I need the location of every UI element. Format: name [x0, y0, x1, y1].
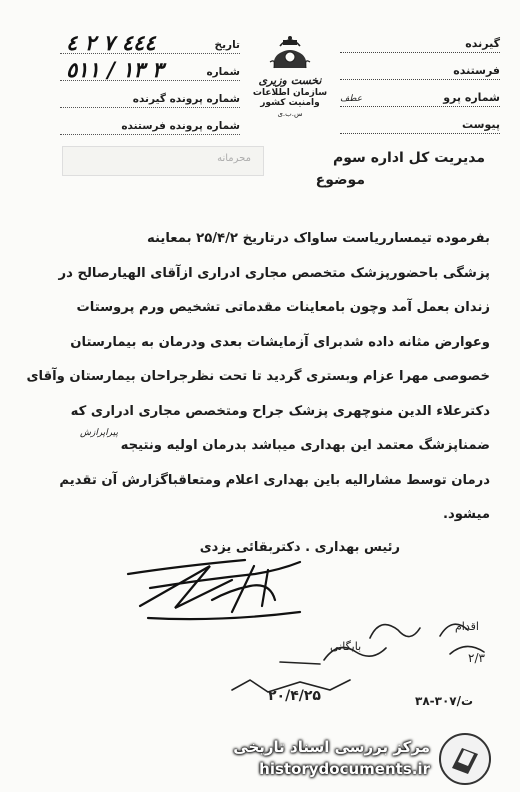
body-line: بفرموده تیمسارریاست ساواک درتاریخ ۲۵/۴/۲ بمعاینه [147, 231, 490, 246]
recipient-file-label: شماره پرونده گیرنده [132, 93, 240, 105]
emblem-ministry: نخست وزیری [258, 74, 322, 87]
date-label: تاریخ [214, 39, 240, 51]
body-line: خصوصی مهرا عزام وبستری گردید تا تحت نظرجراحان بیمارستان وآقای [26, 369, 490, 384]
archive-watermark [230, 730, 510, 786]
body-line: میشود. [442, 507, 490, 522]
number-label: شماره [206, 66, 240, 78]
body-line: وعوارض مثانه داده شدبرای آزمایشات بعدی ودرمان به بیمارستان [70, 334, 490, 350]
body-line: ضمناپزشگ معتمد این بهداری میباشد بدرمان اولیه ونتیجه [120, 438, 490, 453]
body-line: دکترعلاء الدین منوچهری پزشک جراح ومتخصص مجاری ادراری که [70, 403, 490, 419]
main-signature-icon [128, 560, 300, 619]
archive-logo-icon [438, 732, 492, 786]
note-action: اقدام [455, 620, 479, 633]
handwritten-insert: پیراپرازش [80, 428, 118, 438]
subject-label: موضوع [315, 172, 365, 188]
note-archive: بایگانی [330, 640, 362, 653]
receiver-label: گیرنده [465, 37, 500, 50]
sender-file-label: شماره پرونده فرستنده [121, 120, 240, 132]
sender-label: فرستنده [453, 64, 500, 77]
body-line: زندان بعمل آمد وچون بامعاینات مقدماتی تشخیص ورم پروستات [76, 300, 490, 315]
body-line: درمان توسط مشارالیه باین بهداری اعلام ومتعاقباگزارش آن تقدیم [59, 472, 490, 488]
file-number-label: شماره پرو [443, 91, 500, 104]
watermark-url: historydocuments.ir [259, 760, 430, 778]
approval-signature-icon [232, 624, 484, 692]
date-value: ٤٤٤ ٧ ٢ ٤ [66, 30, 156, 55]
reference-code: ۳۸-۳۰۷/ت [415, 694, 474, 708]
note-ratio: ۲/۳ [468, 651, 485, 665]
body-line: پزشگی باحضورپزشک متخصص مجاری ادراری ازآقای الهیارصالح در [58, 265, 490, 281]
emblem-code: س.ب.ی [277, 110, 303, 118]
number-value: ٣ ١٣ / ٥١١ [66, 57, 164, 82]
watermark-title: مرکز بررسی اسناد تاریخی [233, 738, 430, 756]
recipient-line: مدیریت کل اداره سوم [333, 150, 485, 166]
note-date: ۲۰/۴/۲۵ [268, 688, 321, 704]
signer-line: رئیس بهداری . دکتربقائی یزدی [199, 540, 400, 555]
attachment-label: پیوست [462, 118, 500, 131]
reference-mark: عطف [340, 94, 363, 104]
emblem-organization: سازمان اطلاعات وامنیت کشور [252, 88, 328, 108]
faint-stamp-text: محرمانه [217, 153, 251, 164]
